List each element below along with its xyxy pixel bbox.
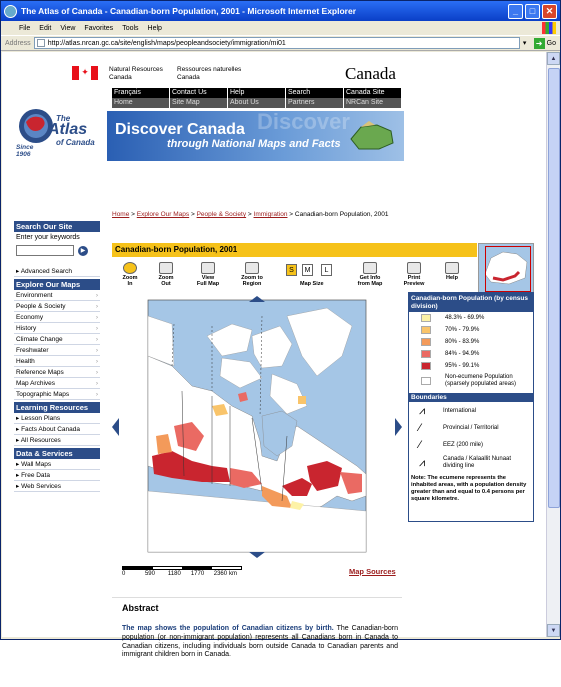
international-line-icon: ⩘ [419, 404, 426, 417]
nav-search[interactable]: Search [286, 88, 343, 98]
nav-home[interactable]: Home [112, 98, 169, 108]
atlas-logo[interactable] [14, 108, 106, 214]
boundary-provincial: ⁄ Provincial / Territorial [419, 421, 499, 434]
title-bar [1, 1, 560, 21]
size-large-button[interactable]: L [321, 264, 332, 276]
banner-ghost-text: Discover [257, 109, 350, 134]
chevron-right-icon: › [95, 347, 98, 354]
sidebar-item-explore-0[interactable]: Environment › [16, 292, 98, 299]
overview-inset-map[interactable] [478, 243, 534, 293]
boundaries-heading: Boundaries [409, 393, 533, 402]
printer-icon [407, 262, 421, 274]
scale-bar: 0 590 1180 1770 2360 km [122, 566, 252, 577]
breadcrumb-explore[interactable]: Explore Our Maps [136, 211, 190, 218]
go-label: Go [546, 39, 556, 47]
sidebar-item-data-2[interactable]: ▸ Web Services [14, 481, 100, 492]
legend-swatch [421, 326, 431, 334]
chevron-right-icon: › [95, 325, 98, 332]
sidebar-item-explore-5[interactable]: Freshwater › [16, 347, 98, 354]
dept-name-fr: Ressources naturelles Canada [177, 66, 242, 81]
address-bar [1, 35, 560, 51]
menu-view[interactable]: View [60, 24, 76, 32]
legend-class-row [409, 312, 533, 324]
nav-contact[interactable]: Contact Us [170, 88, 227, 98]
boundary-eez: ⁄ EEZ (200 mile) [419, 438, 484, 451]
search-heading: Search Our Site [14, 221, 100, 232]
dividing-line-icon: ⩘ [419, 457, 426, 469]
nonecumene-swatch [421, 377, 431, 385]
sidebar-item-learning-2[interactable]: ▸ All Resources [14, 435, 100, 446]
chevron-right-icon: › [95, 292, 98, 299]
legend-note: Note: The ecumene represents the inhabited areas, with a population density greater than and equal to 0.4 persons per square kilometre. [411, 475, 527, 502]
boundary-kalaallit: ⩘ Canada / Kalaallit Nunaat dividing line [419, 456, 512, 469]
eez-line-icon: ⁄ [419, 438, 421, 451]
nav-about[interactable]: About Us [228, 98, 285, 108]
zoom-out-button[interactable]: Zoom Out [152, 261, 180, 295]
legend-swatch [421, 314, 431, 322]
explore-heading: Explore Our Maps [14, 279, 100, 290]
help-icon [445, 262, 459, 274]
menu-edit[interactable]: Edit [39, 24, 52, 32]
canada-wordmark: Canada [345, 64, 396, 83]
menu-tools[interactable]: Tools [122, 24, 139, 32]
abstract-section [112, 597, 402, 687]
sidebar-item-data-0[interactable]: ▸ Wall Maps [14, 459, 100, 470]
map-size-label: Map Size [300, 281, 324, 287]
advanced-search-link[interactable]: ▸ Advanced Search [14, 266, 100, 277]
full-map-button[interactable]: View Full Map [194, 261, 222, 295]
window-title: The Atlas of Canada - Canadian-born Population, 2001 - Microsoft Internet Explorer [21, 6, 357, 16]
zoom-region-button[interactable]: Zoom to Region [238, 261, 266, 295]
legend-title: Canadian-born Population (by census division) [409, 293, 533, 312]
sidebar-item-explore-1[interactable]: People & Society › [16, 303, 98, 310]
menu-bar [1, 21, 560, 35]
legend-class-label: 70% - 79.9% [445, 327, 480, 333]
common-menu-bar [112, 88, 402, 108]
zoom-region-icon [245, 262, 259, 274]
minimize-button[interactable]: _ [508, 4, 523, 19]
map-legend [408, 292, 534, 522]
abstract-text [112, 625, 402, 660]
legend-class-label: 95% - 99.1% [445, 363, 480, 369]
zoom-in-button[interactable]: Zoom In [116, 261, 144, 295]
logo-of-canada: of Canada [56, 138, 95, 147]
sidebar-item-data-1[interactable]: ▸ Free Data [14, 470, 100, 481]
banner-subtitle: through National Maps and Facts [167, 138, 341, 150]
search-box [14, 232, 100, 266]
banner-title: Discover Canada [115, 121, 245, 138]
legend-class-row [409, 336, 533, 348]
abstract-body: The Canadian-born population (or non-immigrant population) represents all Canadians born in Canada to Canadian citizens, including individuals born outside Canada to Canadian parents and immigrant children born in Canada. [122, 625, 398, 659]
legend-class-label: 84% - 94.9% [445, 351, 480, 357]
sidebar-item-explore-6[interactable]: Health › [16, 358, 98, 365]
nav-canada-site[interactable]: Canada Site [344, 88, 401, 98]
menu-file[interactable]: File [19, 24, 31, 32]
page-viewport [2, 52, 546, 659]
search-go-button[interactable]: ▶ [78, 246, 88, 256]
nav-francais[interactable]: Français [112, 88, 169, 98]
menu-help[interactable]: Help [147, 24, 162, 32]
map-title: Canadian-born Population, 2001 [112, 243, 477, 257]
nav-site-map[interactable]: Site Map [170, 98, 227, 108]
chevron-right-icon: › [95, 391, 98, 398]
canada-map[interactable] [112, 296, 402, 558]
sidebar-item-explore-9[interactable]: Topographic Maps › [16, 391, 98, 398]
sidebar-item-explore-8[interactable]: Map Archives › [16, 380, 98, 387]
help-button[interactable]: Help [438, 261, 466, 295]
scroll-thumb[interactable] [548, 68, 560, 508]
sidebar-item-explore-3[interactable]: History › [16, 325, 98, 332]
left-sidebar [14, 219, 100, 492]
menu-favorites[interactable]: Favorites [84, 24, 114, 32]
sidebar-item-explore-2[interactable]: Economy › [16, 314, 98, 321]
nav-nrcan-site[interactable]: NRCan Site [344, 98, 401, 108]
chevron-right-icon: › [95, 369, 98, 376]
size-medium-button[interactable]: M [302, 264, 313, 276]
legend-class-label: 48.3% - 69.9% [445, 315, 485, 321]
scroll-down-icon[interactable]: ▼ [547, 624, 560, 637]
maximize-button[interactable]: □ [525, 4, 540, 19]
map-toolbar [112, 261, 477, 295]
windows-flag-icon [542, 22, 556, 34]
legend-class-row [409, 324, 533, 336]
size-small-button[interactable]: S [286, 264, 297, 276]
nonecumene-label: Non-ecumene Population (sparsely populated areas) [445, 374, 517, 387]
sidebar-item-learning-0[interactable]: ▸ Lesson Plans [14, 413, 100, 424]
logo-atlas: Atlas [48, 121, 88, 138]
get-info-button[interactable]: Get Info from Map [356, 261, 384, 295]
logo-the: The [56, 114, 71, 123]
breadcrumb-people[interactable]: People & Society [196, 211, 247, 218]
page-icon [37, 39, 45, 47]
breadcrumb-current: Canadian-born Population, 2001 [294, 211, 389, 218]
breadcrumb: Home > Explore Our Maps > People & Society > Immigration > Canadian-born Population, 2001 [112, 211, 389, 218]
chevron-right-icon: › [95, 314, 98, 321]
scroll-up-icon[interactable]: ▲ [547, 52, 560, 65]
boundary-international: ⩘ International [419, 404, 477, 417]
zoom-out-icon [159, 262, 173, 274]
provincial-line-icon: ⁄ [419, 421, 421, 434]
chevron-right-icon: › [95, 336, 98, 343]
map-area[interactable] [112, 296, 402, 556]
abstract-lead: The map shows the population of Canadian citizens by birth. [122, 625, 334, 632]
map-sources-link[interactable]: Map Sources [349, 567, 396, 576]
sidebar-item-learning-1[interactable]: ▸ Facts About Canada [14, 424, 100, 435]
sidebar-item-explore-4[interactable]: Climate Change › [16, 336, 98, 343]
pan-east-icon [395, 418, 402, 436]
legend-class-row [409, 348, 533, 360]
dept-name-en: Natural Resources Canada [109, 66, 163, 81]
zoom-in-icon [123, 262, 137, 274]
discover-banner [107, 111, 404, 161]
vertical-scrollbar[interactable] [546, 52, 560, 637]
pan-north-icon [249, 296, 265, 302]
ie-icon [4, 5, 17, 18]
address-label: Address [5, 39, 31, 47]
logo-since: Since 1906 [16, 144, 34, 158]
legend-swatch [421, 362, 431, 370]
legend-nonecumene [409, 372, 533, 390]
abstract-heading: Abstract [122, 603, 159, 613]
search-label: Enter your keywords [16, 234, 80, 241]
legend-swatch [421, 350, 431, 358]
inset-selection-box [485, 246, 531, 292]
pan-west-icon [112, 418, 119, 436]
nav-partners[interactable]: Partners [286, 98, 343, 108]
full-map-icon [201, 262, 215, 274]
legend-swatch [421, 338, 431, 346]
chevron-right-icon: › [95, 380, 98, 387]
go-button[interactable] [534, 38, 556, 49]
breadcrumb-immigration[interactable]: Immigration [253, 211, 288, 218]
address-url: http://atlas.nrcan.gc.ca/site/english/maps/peopleandsociety/immigration/mi01 [47, 39, 286, 47]
pan-south-icon [249, 552, 265, 558]
address-input[interactable] [34, 37, 520, 49]
sidebar-item-explore-7[interactable]: Reference Maps › [16, 369, 98, 376]
canada-3d-map-icon [347, 119, 397, 155]
canada-flag-icon: ✦ [72, 66, 98, 80]
learning-heading: Learning Resources [14, 402, 100, 413]
nav-help[interactable]: Help [228, 88, 285, 98]
chevron-right-icon: › [95, 358, 98, 365]
legend-class-row [409, 360, 533, 372]
breadcrumb-home[interactable]: Home [112, 211, 130, 218]
search-input[interactable] [16, 245, 74, 256]
address-dropdown-icon[interactable]: ▾ [522, 40, 527, 47]
close-button[interactable]: ✕ [542, 4, 557, 19]
chevron-right-icon: › [95, 303, 98, 310]
print-preview-button[interactable]: Print Preview [400, 261, 428, 295]
legend-class-label: 80% - 83.9% [445, 339, 480, 345]
go-arrow-icon: ➜ [534, 38, 545, 49]
info-icon [363, 262, 377, 274]
data-heading: Data & Services [14, 448, 100, 459]
